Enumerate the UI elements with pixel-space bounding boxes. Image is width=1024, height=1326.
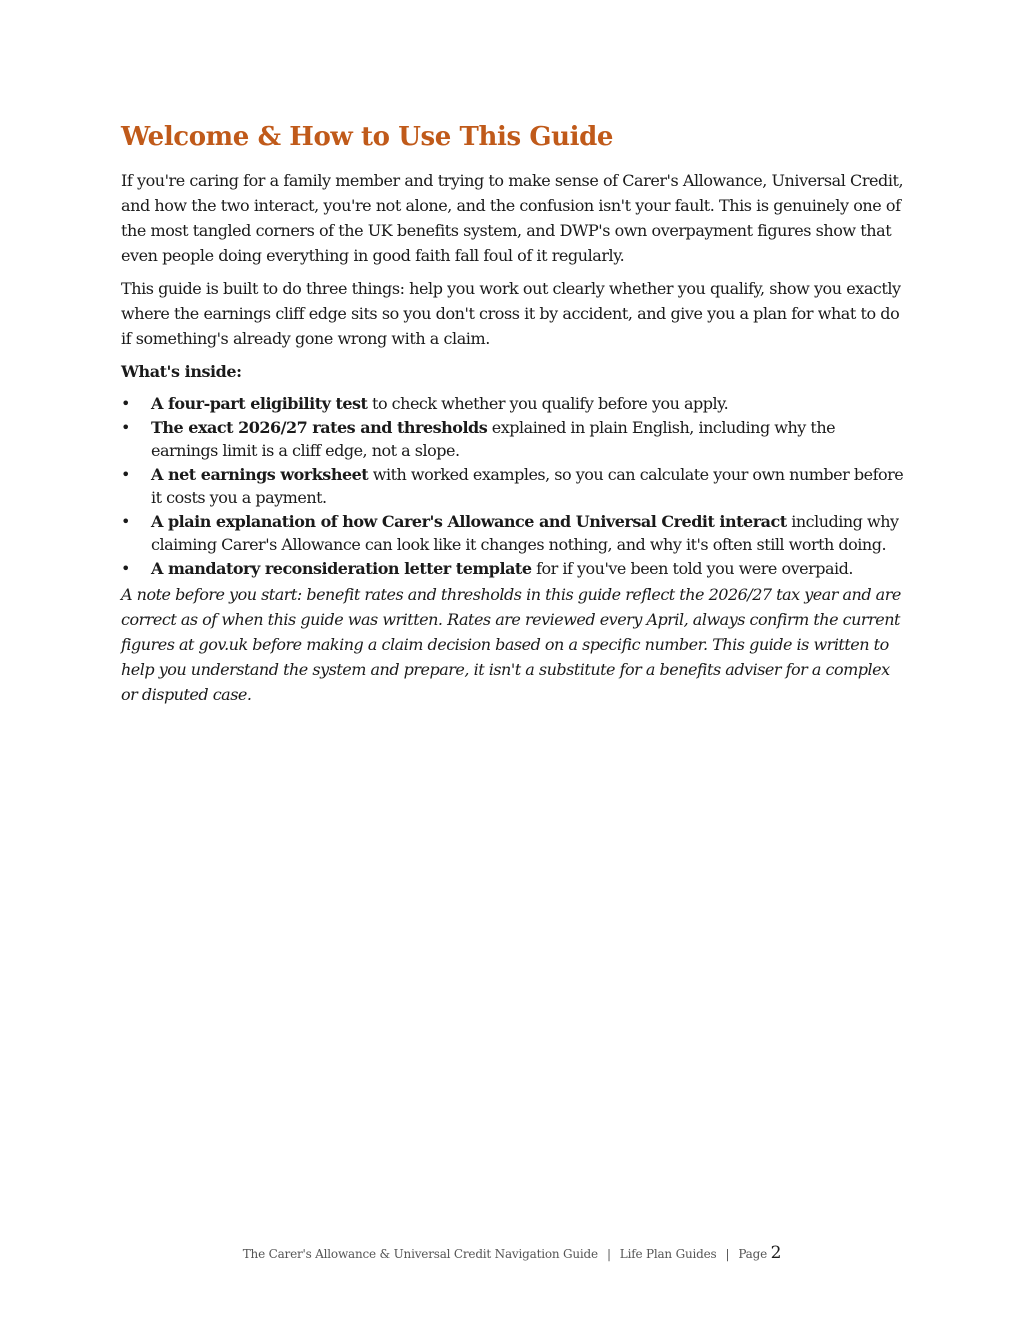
list-item-text: explained in plain English, including why the earnings limit is a cliff edge, not a slope. bbox=[151, 417, 836, 460]
list-item-bold: The exact 2026/27 rates and thresholds bbox=[151, 417, 488, 437]
page-title: Welcome & How to Use This Guide bbox=[121, 122, 614, 152]
list-item-text: with worked examples, so you can calculate your own number before it costs you a payment. bbox=[151, 464, 904, 507]
intro-paragraph-1: If you're caring for a family member and trying to make sense of Carer's Allowance, Universal Credit, and how the two interact, you're not alone, and the confusion isn't your fault. This is genuinely one of the most tangled corners of the UK benefits system, and DWP's own overpayment figures show that even people doing everything in good faith fall foul of it regularly. bbox=[121, 171, 904, 265]
list-item bbox=[121, 557, 906, 581]
bullet-icon: • bbox=[121, 511, 130, 531]
list-item bbox=[121, 463, 906, 510]
footer-separator: | bbox=[725, 1247, 730, 1261]
footer-page-label: Page bbox=[738, 1247, 767, 1261]
page-footer bbox=[0, 1243, 1024, 1263]
list-item-bold: A mandatory reconsideration letter template bbox=[151, 558, 532, 578]
list-item bbox=[121, 510, 906, 557]
list-item-bold: A net earnings worksheet bbox=[151, 464, 369, 484]
footer-guide-title: The Carer's Allowance & Universal Credit Navigation Guide bbox=[242, 1247, 598, 1261]
bullet-icon: • bbox=[121, 394, 130, 413]
whats-inside-heading: What's inside: bbox=[121, 362, 242, 381]
list-item-text: for if you've been told you were overpaid. bbox=[531, 558, 853, 578]
list-item-text: to check whether you qualify before you apply. bbox=[367, 394, 729, 413]
footer-publisher: Life Plan Guides bbox=[619, 1247, 717, 1261]
list-item bbox=[121, 416, 906, 463]
list-item-text: including why claiming Carer's Allowance can look like it changes nothing, and why it's often still worth doing. bbox=[151, 511, 899, 554]
bullet-icon: • bbox=[121, 558, 130, 578]
list-item bbox=[121, 392, 906, 416]
disclaimer-note: A note before you start: benefit rates and thresholds in this guide reflect the 2026/27 tax year and are correct as of when this guide was written. Rates are reviewed every April, always confirm the current figures at gov.uk before making a claim decision based on a specific number. This guide is written to help you understand the system and prepare, it isn't a substitute for a benefits adviser for a complex or disputed case. bbox=[121, 585, 901, 704]
list-item-bold: A four-part eligibility test bbox=[151, 394, 368, 413]
bullet-icon: • bbox=[121, 417, 130, 437]
document-page bbox=[121, 118, 906, 707]
footer-page-number: 2 bbox=[770, 1243, 782, 1263]
intro-paragraph-2: This guide is built to do three things: help you work out clearly whether you qualify, show you exactly where the earnings cliff edge sits so you don't cross it by accident, and give you a plan for what to do if something's already gone wrong with a claim. bbox=[121, 279, 901, 348]
footer-separator: | bbox=[606, 1247, 611, 1261]
bullet-icon: • bbox=[121, 464, 130, 484]
whats-inside-list bbox=[121, 392, 906, 580]
list-item-bold: A plain explanation of how Carer's Allowance and Universal Credit interact bbox=[151, 511, 787, 531]
